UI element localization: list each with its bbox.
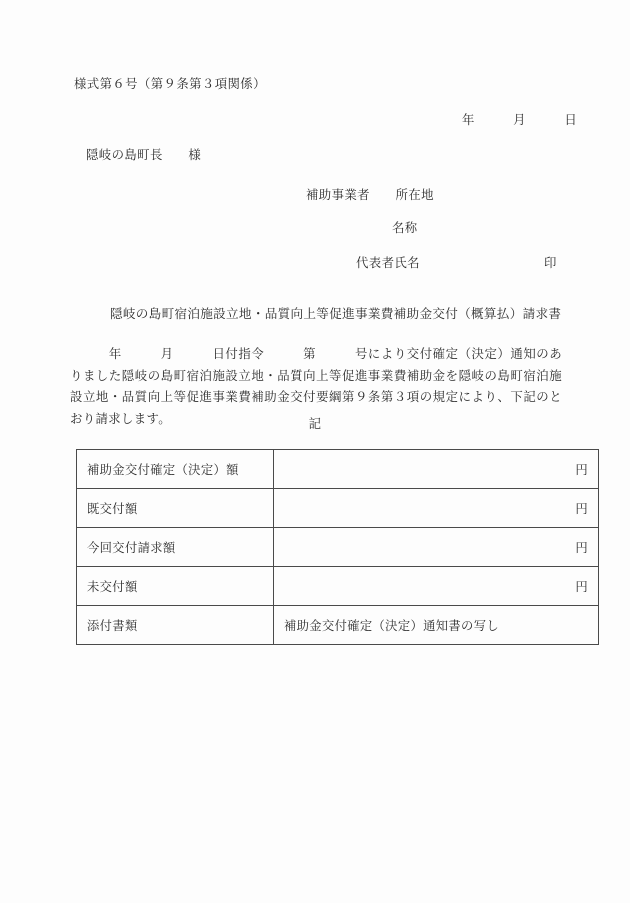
table-row-value: 円 bbox=[274, 528, 599, 567]
table-row-value: 円 bbox=[274, 567, 599, 606]
applicant-representative-label: 代表者氏名 bbox=[356, 256, 420, 270]
table-row-label: 今回交付請求額 bbox=[77, 528, 274, 567]
table-row-label: 添付書類 bbox=[77, 606, 274, 645]
table-row-label: 既交付額 bbox=[77, 489, 274, 528]
table-row-label: 未交付額 bbox=[77, 567, 274, 606]
amount-table bbox=[76, 449, 599, 645]
table-row-value: 円 bbox=[274, 450, 599, 489]
page-title: 隠岐の島町宿泊施設立地・品質向上等促進事業費補助金交付（概算払）請求書 bbox=[110, 307, 562, 321]
applicant-name-label: 名称 bbox=[392, 221, 418, 235]
addressee: 隠岐の島町長 様 bbox=[86, 148, 202, 162]
table-row bbox=[77, 528, 599, 567]
table-row bbox=[77, 489, 599, 528]
seal-mark: 印 bbox=[544, 256, 557, 270]
form-number: 様式第６号（第９条第３項関係） bbox=[74, 77, 266, 91]
record-label: 記 bbox=[308, 417, 322, 431]
table-row-label: 補助金交付確定（決定）額 bbox=[77, 450, 274, 489]
table-row-value: 円 bbox=[274, 489, 599, 528]
amount-table-body bbox=[77, 450, 599, 645]
date-line: 年 月 日 bbox=[462, 113, 578, 127]
table-row bbox=[77, 606, 599, 645]
table-row bbox=[77, 567, 599, 606]
applicant-location-label: 補助事業者 所在地 bbox=[306, 188, 434, 202]
table-row-value: 補助金交付確定（決定）通知書の写し bbox=[274, 606, 599, 645]
table-row bbox=[77, 450, 599, 489]
body-paragraph: 年 月 日付指令 第 号により交付確定（決定）通知のありました隠岐の島町宿泊施設立地・品質向上等促進事業費補助金を隠岐の島町宿泊施設立地・品質向上等促進事業費補助金交付要綱第９条第３項の規定により、下記のとおり請求します。 bbox=[70, 347, 562, 426]
amount-table-container bbox=[76, 449, 588, 645]
